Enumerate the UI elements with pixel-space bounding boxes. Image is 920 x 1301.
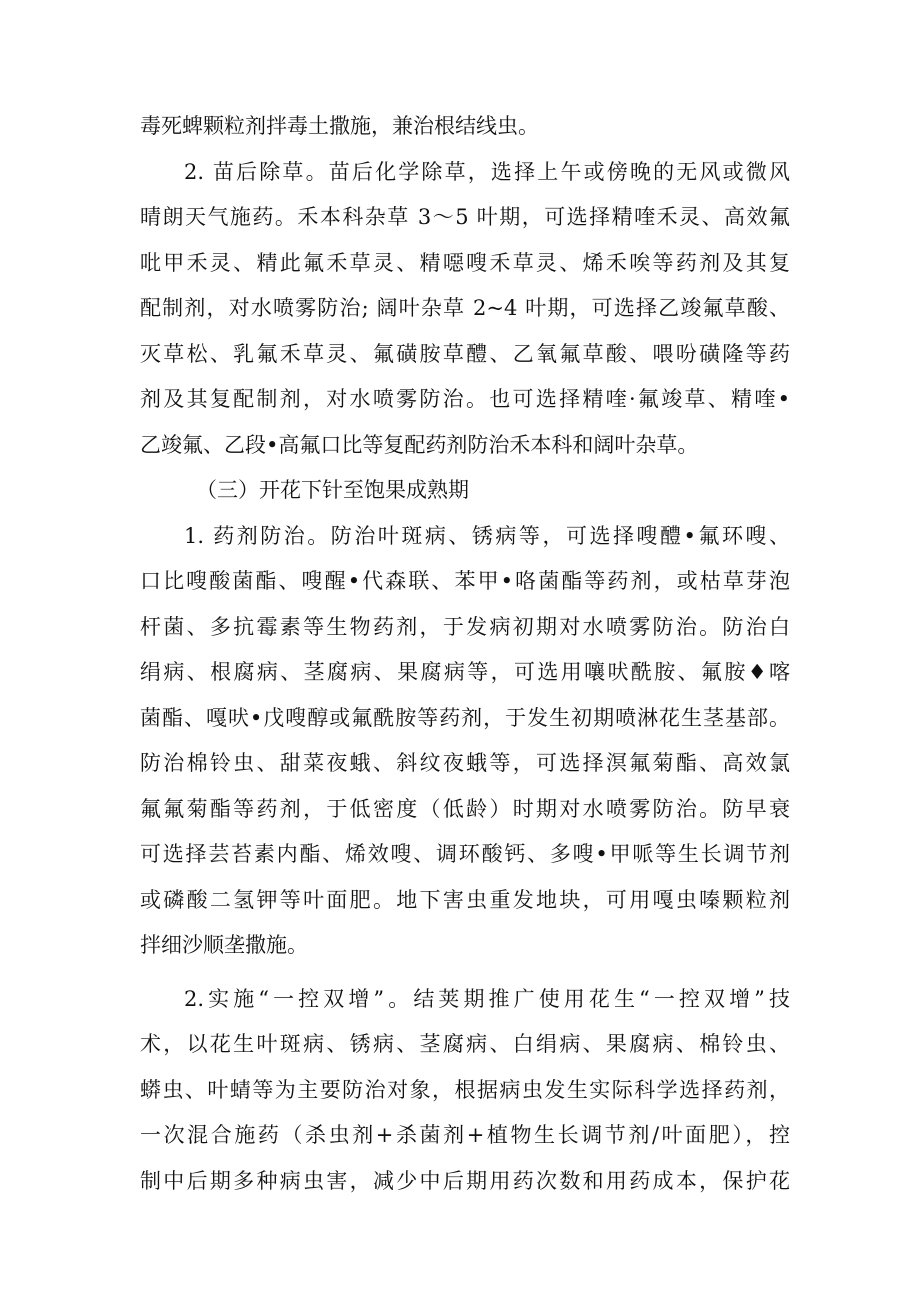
document-body	[140, 104, 790, 1204]
text-line: 2. 苗后除草。苗后化学除草，选择上午或傍晚的无风或微风	[184, 159, 790, 184]
text-line: 1. 药剂防治。防治叶斑病、锈病等，可选择嗖醴•氟环嗖、	[184, 523, 790, 548]
text-line: 防治棉铃虫、甜菜夜蛾、斜纹夜蛾等，可选择溟氟菊酯、高效氯	[140, 751, 790, 775]
text-line: 菌酯、嘎吠•戊嗖醇或氟酰胺等药剂，于发生初期喷淋花生茎基部。	[140, 705, 790, 730]
text-line: 或磷酸二氢钾等叶面肥。地下害虫重发地块，可用嘎虫嗪颗粒剂	[140, 887, 790, 912]
text-line: 灭草松、乳氟禾草灵、氟磺胺草醴、乙氧氟草酸、喂吩磺隆等药	[140, 341, 790, 366]
section-heading: （三）开花下针至饱果成熟期	[196, 478, 469, 502]
text-line: 吡甲禾灵、精此氟禾草灵、精噁嗖禾草灵、烯禾唉等药剂及其复	[140, 250, 790, 275]
text-line: 配制剂，对水喷雾防治; 阔叶杂草 2~4 叶期，可选择乙竣氟草酸、	[140, 296, 790, 320]
text-line: 绢病、根腐病、茎腐病、果腐病等，可选用嚷吠酰胺、氟胺♦喀	[140, 660, 790, 684]
text-line: 乙竣氟、乙段•高氟口比等复配药剂防治禾本科和阔叶杂草。	[140, 432, 699, 457]
text-line: 2.实施“一控双增”。结荚期推广使用花生“一控双增”技	[184, 986, 790, 1011]
text-line: 毒死蜱颗粒剂拌毒土撒施，兼治根结线虫。	[140, 114, 539, 138]
text-line: 剂及其复配制剂，对水喷雾防治。也可选择精喹·氟竣草、精喹•	[140, 387, 790, 411]
text-line: 口比嗖酸菌酯、嗖醒•代森联、苯甲•咯菌酯等药剂，或枯草芽泡	[140, 569, 790, 593]
text-line: 蟒虫、叶蜻等为主要防治对象，根据病虫发生实际科学选择药剂，	[140, 1077, 790, 1102]
text-line: 晴朗天气施药。禾本科杂草 3～5 叶期，可选择精喹禾灵、高效氟	[140, 205, 790, 229]
text-line: 一次混合施药（杀虫剂+杀菌剂+植物生长调节剂/叶面肥），控	[140, 1123, 790, 1147]
text-line: 氟氟菊酯等药剂，于低密度（低龄）时期对水喷雾防治。防早衰	[140, 796, 790, 821]
text-line: 可选择芸苔素内酯、烯效嗖、调环酸钙、多嗖•甲哌等生长调节剂	[140, 842, 790, 866]
text-line: 杆菌、多抗霉素等生物药剂，于发病初期对水喷雾防治。防治白	[140, 614, 790, 639]
text-line: 制中后期多种病虫害，减少中后期用药次数和用药成本，保护花	[140, 1168, 790, 1193]
text-line: 术，以花生叶斑病、锈病、茎腐病、白绢病、果腐病、棉铃虫、	[140, 1032, 790, 1056]
text-line: 拌细沙顺垄撒施。	[140, 933, 308, 957]
